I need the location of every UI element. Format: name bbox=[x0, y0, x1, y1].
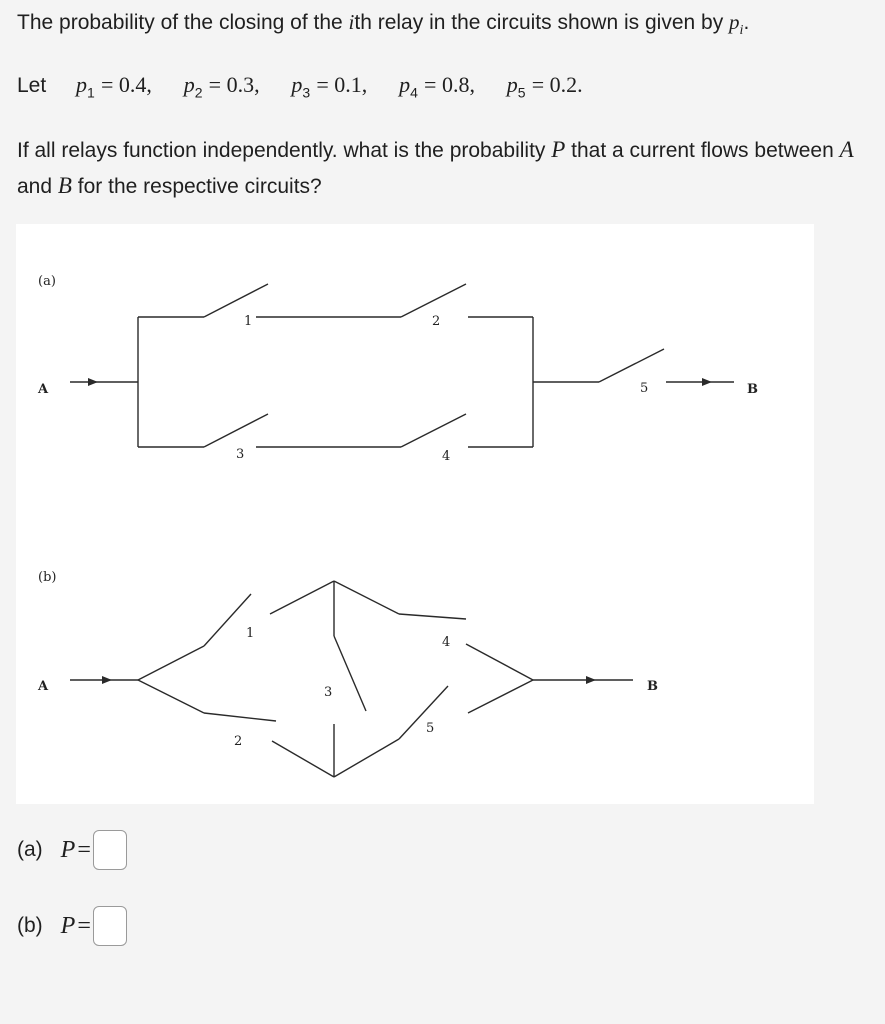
circuit-a-relay-1-label: 1 bbox=[244, 314, 253, 329]
circuit-b-relay-4 bbox=[399, 614, 466, 619]
circuit-a bbox=[37, 274, 758, 464]
answer-b-input[interactable] bbox=[93, 906, 127, 946]
circuit-a-relay-3-label: 3 bbox=[236, 447, 245, 462]
p5-value: $p_5 = 0.2$. bbox=[506, 72, 583, 101]
circuit-b-input-arrow bbox=[102, 676, 112, 684]
p1-value: $p_1 = 0.4$, bbox=[76, 72, 152, 101]
given-probabilities bbox=[17, 72, 609, 100]
circuit-b-relay-5-out bbox=[468, 680, 533, 713]
circuit-b bbox=[37, 570, 658, 777]
circuit-a-node-a: A bbox=[38, 382, 49, 397]
circuit-diagram bbox=[16, 224, 814, 804]
circuit-b-node-a: A bbox=[38, 679, 49, 694]
circuit-a-relay-4 bbox=[401, 414, 466, 447]
circuit-b-relay-4-label: 4 bbox=[442, 635, 451, 650]
circuit-a-node-b: B bbox=[747, 382, 758, 397]
circuit-a-relay-5 bbox=[599, 349, 664, 382]
intro-period: . bbox=[743, 11, 750, 34]
circuit-a-relay-3 bbox=[204, 414, 268, 447]
circuit-a-relay-2 bbox=[401, 284, 466, 317]
circuit-b-relay-2-label: 2 bbox=[234, 734, 243, 749]
answer-b-label: (b) bbox=[17, 914, 43, 937]
answer-a-input[interactable] bbox=[93, 830, 127, 870]
p3-value: $p_3 = 0.1$, bbox=[291, 72, 368, 101]
circuit-b-label: (b) bbox=[38, 570, 57, 585]
circuit-b-relay-2-out bbox=[272, 741, 334, 777]
circuit-b-relay-3 bbox=[334, 636, 366, 711]
p4-value: $p_4 = 0.8$, bbox=[399, 72, 475, 101]
answer-row-b bbox=[17, 906, 127, 946]
intro-text: The probability of the closing of the bbox=[17, 11, 349, 34]
circuit-b-relay-3-label: 3 bbox=[324, 685, 333, 700]
circuit-a-relay-5-label: 5 bbox=[640, 381, 649, 396]
circuit-b-output-arrow bbox=[586, 676, 596, 684]
circuit-a-relay-4-label: 4 bbox=[442, 449, 451, 464]
circuit-a-output-arrow bbox=[702, 378, 712, 386]
answer-a-equals: = bbox=[77, 836, 91, 863]
answer-row-a bbox=[17, 830, 127, 870]
circuit-b-relay-2 bbox=[204, 713, 276, 721]
circuit-a-relay-2-label: 2 bbox=[432, 314, 441, 329]
p2-value: $p_2 = 0.3$, bbox=[183, 72, 260, 101]
intro-text-mid: th relay in the circuits shown is given by bbox=[354, 11, 730, 34]
circuit-b-upper-left-wire bbox=[138, 646, 204, 680]
problem-intro bbox=[17, 10, 749, 39]
circuit-a-input-arrow bbox=[88, 378, 98, 386]
answer-a-label: (a) bbox=[17, 838, 43, 861]
let-label: Let bbox=[17, 74, 47, 97]
circuit-b-relay-4-out bbox=[466, 644, 533, 680]
circuit-b-node-b: B bbox=[647, 679, 658, 694]
answer-b-symbol: P bbox=[60, 912, 76, 939]
circuit-b-relay-5 bbox=[399, 686, 448, 739]
intro-p-symbol: $p_i$ bbox=[729, 10, 744, 39]
circuit-a-relay-1 bbox=[204, 284, 268, 317]
circuit-b-relay-5-label: 5 bbox=[426, 721, 435, 736]
circuit-b-relay-1-label: 1 bbox=[246, 626, 255, 641]
intro-i-symbol: i bbox=[348, 10, 355, 34]
circuit-b-lower-right-wire bbox=[334, 739, 399, 777]
circuit-b-relay-1-out bbox=[270, 581, 334, 614]
circuit-b-lower-left-wire bbox=[138, 680, 204, 713]
circuit-b-upper-right-wire bbox=[334, 581, 399, 614]
answer-b-equals: = bbox=[77, 912, 91, 939]
circuit-figure bbox=[16, 224, 814, 804]
question-text: If all relays function independently. what is the probability P that a current flows between A and B for the respective circuits? bbox=[17, 137, 854, 198]
circuit-a-label: (a) bbox=[38, 274, 56, 289]
circuit-b-relay-1 bbox=[204, 594, 251, 646]
answer-a-symbol: P bbox=[60, 836, 76, 863]
